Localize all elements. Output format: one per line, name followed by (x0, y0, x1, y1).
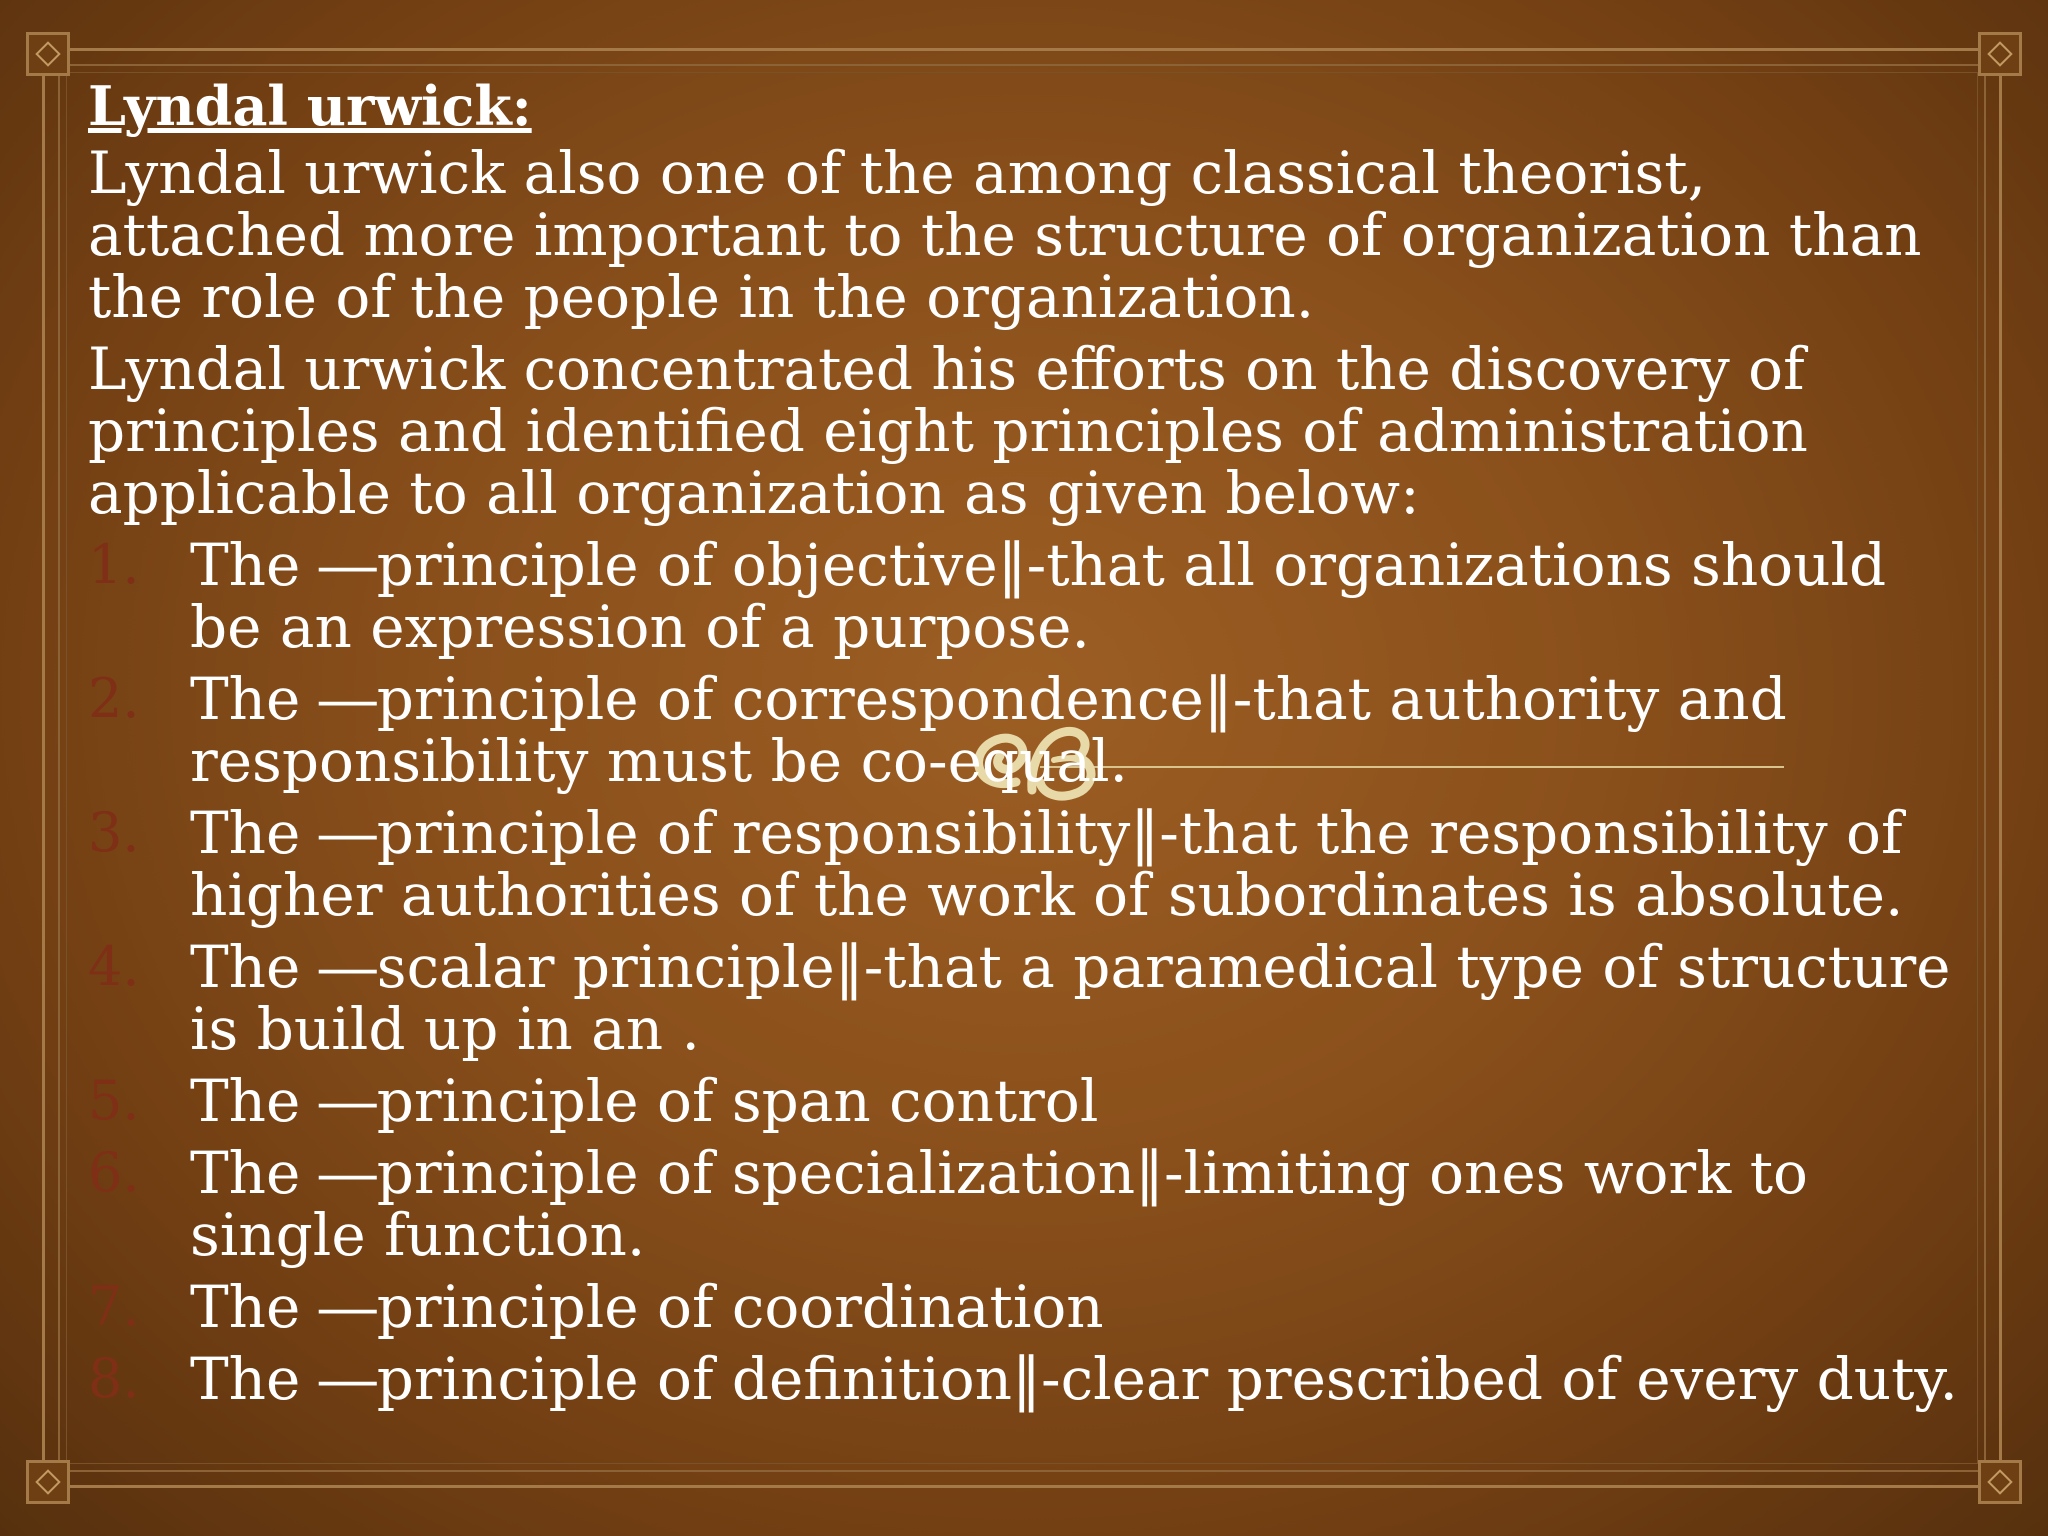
list-item-text: The ―principle of specialization‖-limiting ones work to single function. (190, 1139, 1808, 1269)
list-item-number: 8. (88, 1347, 140, 1410)
list-item (88, 1345, 1968, 1413)
list-item-text: The ―principle of span control (190, 1067, 1099, 1135)
list-item-number: 2. (88, 667, 140, 730)
list-item-text: The ―principle of correspondence‖-that authority and responsibility must be co-equal. (190, 665, 1787, 795)
frame-corner-bottom-right-icon (1978, 1460, 2022, 1504)
list-item (88, 665, 1968, 795)
list-item (88, 1273, 1968, 1341)
intro-paragraph: Lyndal urwick also one of the among classical theorist, attached more important to the structure of organization than the role of the people in the organization. (88, 139, 1922, 331)
frame-corner-bottom-left-icon (26, 1460, 70, 1504)
list-item-number: 3. (88, 801, 140, 864)
principles-list (88, 531, 1968, 1413)
slide-title: Lyndal urwick: (88, 74, 532, 138)
list-item-number: 4. (88, 935, 140, 998)
list-item-text: The ―principle of coordination (190, 1273, 1104, 1341)
list-item-text: The ―principle of definition‖-clear prescribed of every duty. (190, 1345, 1958, 1413)
list-item (88, 1067, 1968, 1135)
list-item-text: The ―principle of objective‖-that all organizations should be an expression of a purpose. (190, 531, 1887, 661)
frame-corner-top-right-icon (1978, 32, 2022, 76)
frame-corner-top-left-icon (26, 32, 70, 76)
list-item-number: 1. (88, 533, 140, 596)
list-item (88, 1139, 1968, 1269)
list-item-text: The ―principle of responsibility‖-that the responsibility of higher authorities of the work of subordinates is absolute. (190, 799, 1904, 929)
list-item-number: 5. (88, 1069, 140, 1132)
list-item (88, 531, 1968, 661)
list-item (88, 799, 1968, 929)
slide-content (88, 62, 1968, 1420)
list-item-number: 6. (88, 1141, 140, 1204)
list-item-number: 7. (88, 1275, 140, 1338)
list-item-text: The ―scalar principle‖-that a paramedical type of structure is build up in an . (190, 933, 1951, 1063)
principles-intro-paragraph: Lyndal urwick concentrated his efforts on the discovery of principles and identified eight principles of administration applicable to all organization as given below: (88, 335, 1808, 527)
list-item (88, 933, 1968, 1063)
